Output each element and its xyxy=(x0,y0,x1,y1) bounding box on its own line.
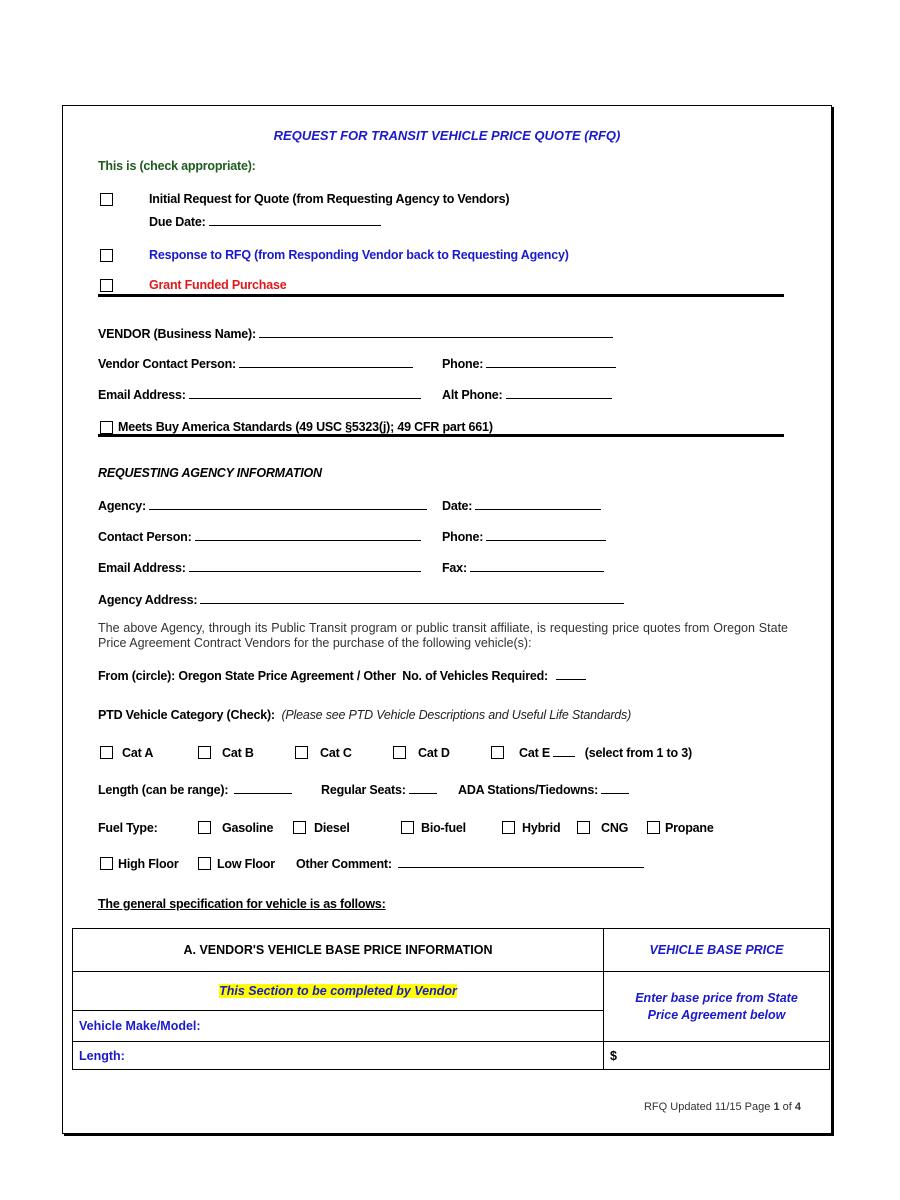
ada-field[interactable] xyxy=(458,783,629,797)
vendor-contact-field[interactable] xyxy=(98,357,413,371)
fuel-type-label: Fuel Type: xyxy=(98,821,158,835)
price-cell[interactable]: $ xyxy=(604,1042,830,1070)
check-prompt: This is (check appropriate): xyxy=(98,159,256,173)
due-date-line[interactable] xyxy=(209,215,381,226)
regular-seats-line[interactable] xyxy=(409,783,437,794)
cat-e-line[interactable] xyxy=(553,746,575,757)
section-a-heading: A. VENDOR'S VEHICLE BASE PRICE INFORMATION xyxy=(73,929,604,972)
table-row xyxy=(73,929,830,972)
category-line xyxy=(98,708,631,722)
agency-address-line[interactable] xyxy=(200,593,624,604)
agency-contact-field[interactable] xyxy=(98,530,421,544)
low-floor-checkbox[interactable] xyxy=(198,857,211,870)
vendor-alt-phone-label: Alt Phone: xyxy=(442,388,503,402)
regular-seats-field[interactable] xyxy=(321,783,437,797)
cat-e-field xyxy=(519,746,692,760)
vendor-contact-line[interactable] xyxy=(239,357,413,368)
vendor-phone-label: Phone: xyxy=(442,357,484,371)
vendor-phone-field[interactable] xyxy=(442,357,616,371)
cng-label: CNG xyxy=(601,821,629,835)
due-date-field[interactable] xyxy=(149,215,381,229)
from-line xyxy=(98,669,586,683)
vendor-alt-phone-line[interactable] xyxy=(506,388,612,399)
hybrid-label: Hybrid xyxy=(522,821,561,835)
gasoline-checkbox[interactable] xyxy=(198,821,211,834)
length-field[interactable] xyxy=(98,783,292,797)
vendor-business-name-line[interactable] xyxy=(259,327,613,338)
vendor-contact-label: Vendor Contact Person: xyxy=(98,357,236,371)
agency-email-field[interactable] xyxy=(98,561,421,575)
general-spec-heading: The general specification for vehicle is as follows: xyxy=(98,897,386,911)
agency-date-label: Date: xyxy=(442,499,473,513)
vendor-email-field[interactable] xyxy=(98,388,421,402)
length-line[interactable] xyxy=(234,783,292,794)
vendor-email-label: Email Address: xyxy=(98,388,186,402)
agency-phone-field[interactable] xyxy=(442,530,606,544)
agency-contact-label: Contact Person: xyxy=(98,530,192,544)
vendor-email-line[interactable] xyxy=(189,388,421,399)
propane-label: Propane xyxy=(665,821,714,835)
response-label: Response to RFQ (from Responding Vendor back to Requesting Agency) xyxy=(149,248,569,262)
diesel-checkbox[interactable] xyxy=(293,821,306,834)
footer-page: 1 xyxy=(773,1101,780,1113)
cat-d-label: Cat D xyxy=(418,746,450,760)
agency-name-field[interactable] xyxy=(98,499,427,513)
vendor-phone-line[interactable] xyxy=(486,357,616,368)
grant-label: Grant Funded Purchase xyxy=(149,278,287,292)
initial-request-label: Initial Request for Quote (from Requesting Agency to Vendors) xyxy=(149,192,510,206)
category-note: (Please see PTD Vehicle Descriptions and Useful Life Standards) xyxy=(281,708,632,722)
agency-name-line[interactable] xyxy=(149,499,427,510)
cat-a-label: Cat A xyxy=(122,746,154,760)
section-divider xyxy=(98,434,784,437)
agency-fax-field[interactable] xyxy=(442,561,604,575)
section-divider xyxy=(98,294,784,297)
footer-total: 4 xyxy=(794,1101,801,1113)
vendor-business-name-label: VENDOR (Business Name): xyxy=(98,327,256,341)
initial-request-checkbox[interactable] xyxy=(100,193,113,206)
enter-price-note: Enter base price from State Price Agreement below xyxy=(604,972,830,1042)
propane-checkbox[interactable] xyxy=(647,821,660,834)
request-paragraph: The above Agency, through its Public Transit program or public transit affiliate, is requesting price quotes from Oregon State Price Agreement Contract Vendors for the purchase of the following vehicle(s): xyxy=(98,621,788,650)
other-comment-line[interactable] xyxy=(398,857,644,868)
vendor-business-name-field[interactable] xyxy=(98,327,613,341)
cat-a-checkbox[interactable] xyxy=(100,746,113,759)
buy-america-checkbox[interactable] xyxy=(100,421,113,434)
agency-fax-label: Fax: xyxy=(442,561,467,575)
agency-fax-line[interactable] xyxy=(470,561,604,572)
make-model-cell[interactable]: Vehicle Make/Model: xyxy=(73,1011,604,1042)
cat-e-label: Cat E xyxy=(519,746,550,760)
agency-heading: REQUESTING AGENCY INFORMATION xyxy=(98,466,322,480)
vehicles-required-label: No. of Vehicles Required: xyxy=(402,669,549,683)
cat-c-checkbox[interactable] xyxy=(295,746,308,759)
agency-address-field[interactable] xyxy=(98,593,624,607)
footer-of: of xyxy=(782,1101,792,1113)
high-floor-label: High Floor xyxy=(118,857,179,871)
high-floor-checkbox[interactable] xyxy=(100,857,113,870)
other-comment-label: Other Comment: xyxy=(296,857,392,871)
agency-name-label: Agency: xyxy=(98,499,146,513)
page-footer xyxy=(644,1101,801,1113)
agency-phone-line[interactable] xyxy=(486,530,606,541)
agency-email-label: Email Address: xyxy=(98,561,186,575)
cat-b-label: Cat B xyxy=(222,746,254,760)
agency-contact-line[interactable] xyxy=(195,530,421,541)
rfq-form-page xyxy=(62,105,832,1134)
agency-email-line[interactable] xyxy=(189,561,421,572)
vendor-note-cell xyxy=(73,972,604,1011)
agency-phone-label: Phone: xyxy=(442,530,484,544)
cat-c-label: Cat C xyxy=(320,746,352,760)
vendor-price-table xyxy=(72,928,830,1070)
vehicles-required-line[interactable] xyxy=(556,669,586,680)
cat-b-checkbox[interactable] xyxy=(198,746,211,759)
other-comment-field[interactable] xyxy=(296,857,644,871)
buy-america-label: Meets Buy America Standards (49 USC §5323(j); 49 CFR part 661) xyxy=(118,420,493,434)
cat-d-checkbox[interactable] xyxy=(393,746,406,759)
base-price-heading: VEHICLE BASE PRICE xyxy=(604,929,830,972)
diesel-label: Diesel xyxy=(314,821,350,835)
agency-date-line[interactable] xyxy=(475,499,601,510)
length-cell[interactable]: Length: xyxy=(73,1042,604,1070)
low-floor-label: Low Floor xyxy=(217,857,275,871)
form-title: REQUEST FOR TRANSIT VEHICLE PRICE QUOTE (RFQ) xyxy=(273,128,621,143)
grant-checkbox[interactable] xyxy=(100,279,113,292)
table-row xyxy=(73,1042,830,1070)
ada-line[interactable] xyxy=(601,783,629,794)
ada-label: ADA Stations/Tiedowns: xyxy=(458,783,599,797)
length-label: Length (can be range): xyxy=(98,783,229,797)
regular-seats-label: Regular Seats: xyxy=(321,783,406,797)
due-date-label: Due Date: xyxy=(149,215,206,229)
cng-checkbox[interactable] xyxy=(577,821,590,834)
response-checkbox[interactable] xyxy=(100,249,113,262)
from-circle-label: From (circle): Oregon State Price Agreement / Other xyxy=(98,669,396,683)
cat-e-note: (select from 1 to 3) xyxy=(584,746,692,760)
biofuel-label: Bio-fuel xyxy=(421,821,466,835)
biofuel-checkbox[interactable] xyxy=(401,821,414,834)
table-row xyxy=(73,972,830,1011)
gasoline-label: Gasoline xyxy=(222,821,274,835)
agency-date-field[interactable] xyxy=(442,499,601,513)
agency-address-label: Agency Address: xyxy=(98,593,198,607)
footer-text: RFQ Updated 11/15 Page xyxy=(643,1101,771,1113)
vendor-note: This Section to be completed by Vendor xyxy=(219,984,457,998)
hybrid-checkbox[interactable] xyxy=(502,821,515,834)
category-label: PTD Vehicle Category (Check): xyxy=(98,708,275,722)
vendor-alt-phone-field[interactable] xyxy=(442,388,612,402)
cat-e-checkbox[interactable] xyxy=(491,746,504,759)
